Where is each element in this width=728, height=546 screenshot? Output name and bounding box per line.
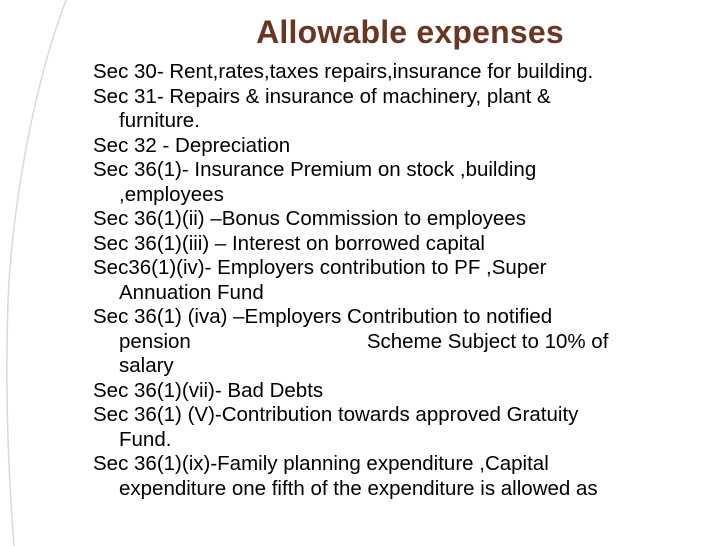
bullet-sec-36-1-iii: Sec 36(1)(iii) – Interest on borrowed capital: [93, 231, 485, 255]
bullet-sec-36-1: Sec 36(1)- Insurance Premium on stock ,building: [93, 158, 537, 181]
pension-text: pension: [119, 329, 191, 353]
bullet-sec-36-1-iv-continued: Annuation Fund: [119, 280, 264, 304]
bullet-sec-36-1-iva-continued: [93, 330, 713, 355]
corner-curve-line: [7, 0, 66, 546]
slide-title: Allowable expenses: [256, 14, 564, 50]
bullet-sec-36-1-ii: Sec 36(1)(ii) –Bonus Commission to employees: [93, 207, 526, 230]
bullet-sec-36-1-ix: Sec 36(1)(ix)-Family planning expenditure ,Capital: [93, 452, 549, 475]
bullet-sec-30: Sec 30- Rent,rates,taxes repairs,insurance for building.: [93, 60, 594, 83]
bullet-sec-36-1-v: Sec 36(1) (V)-Contribution towards approved Gratuity: [93, 403, 579, 426]
bullet-sec-36-1-continued: ,employees: [119, 182, 224, 206]
slide-body: [93, 60, 713, 501]
bullet-sec-36-1-vii: Sec 36(1)(vii)- Bad Debts: [93, 378, 324, 402]
bullet-sec-36-1-v-continued: Fund.: [119, 427, 172, 451]
bullet-sec-31: Sec 31- Repairs & insurance of machinery, plant &: [93, 84, 551, 108]
bullet-sec-36-1-iva: Sec 36(1) (iva) –Employers Contribution to notified: [93, 305, 553, 328]
decorative-corner-curve: [0, 0, 80, 546]
bullet-sec-36-1-iv: Sec36(1)(iv)- Employers contribution to PF ,Super: [93, 256, 547, 279]
scheme-text: Scheme Subject to 10% of: [366, 329, 609, 353]
bullet-sec-36-1-iva-salary: salary: [119, 354, 174, 377]
bullet-sec-31-continued: furniture.: [119, 109, 200, 132]
bullet-sec-36-1-ix-continued: expenditure one fifth of the expenditure is allowed as: [119, 476, 598, 500]
bullet-sec-32: Sec 32 - Depreciation: [93, 133, 291, 157]
